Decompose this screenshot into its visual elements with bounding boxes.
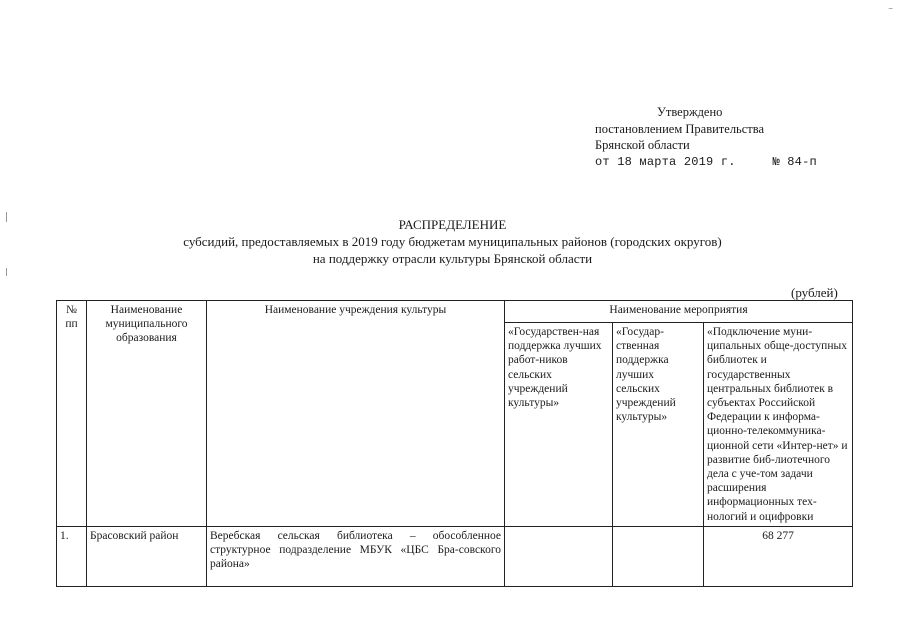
approval-date-line [595, 154, 895, 171]
approval-number-label: № [772, 154, 780, 169]
document-title [0, 216, 905, 267]
header-event-1: «Государствен-ная поддержка лучших работ-ников сельских учреждений культуры» [505, 323, 613, 527]
row-num: 1. [57, 526, 87, 586]
header-event-2: «Государ-ственная поддержка лучших сельских учреждений культуры» [613, 323, 704, 527]
approval-date-prefix: от [595, 154, 610, 169]
approval-date: 18 марта 2019 г. [617, 154, 736, 169]
document-subtitle: субсидий, предоставляемых в 2019 году бюджетам муниципальных районов (городских округов) [183, 234, 722, 249]
approval-authority: постановлением Правительства [595, 121, 765, 136]
page-corner-mark: ⁻ [888, 6, 894, 17]
approval-title: Утверждено [657, 105, 723, 119]
header-event-3: «Подключение муни-ципальных обще-доступных библиотек и государственных центральных библиотек в субъектах Российской Федерации к информа-ционно-телекоммуника-ционной сети «Интер-нет» и развитие биб-лиотечного дела с уче-том задачи расширения информационных тех-нологий и оцифровки [704, 323, 853, 527]
header-institution: Наименование учреждения культуры [207, 301, 505, 527]
row-event-2-value [613, 526, 704, 586]
header-events: Наименование мероприятия [505, 301, 853, 323]
distribution-table [56, 300, 853, 587]
row-institution: Веребская сельская библиотека – обособленное структурное подразделение МБУК «ЦБС Бра-совского района» [207, 526, 505, 586]
header-municipality: Наименование муниципального образования [87, 301, 207, 527]
document-heading: РАСПРЕДЕЛЕНИЕ [398, 217, 507, 232]
row-event-1-value [505, 526, 613, 586]
row-municipality: Брасовский район [87, 526, 207, 586]
approval-region: Брянской области [595, 138, 690, 152]
table-header-row [57, 301, 853, 323]
table-row [57, 526, 853, 586]
approval-number: 84-п [787, 154, 817, 169]
row-event-3-value: 68 277 [704, 526, 853, 586]
header-num: № пп [57, 301, 87, 527]
approval-stamp [595, 104, 895, 170]
units-label: (рублей) [791, 285, 838, 300]
scan-artifact-mark [6, 268, 7, 276]
document-subtitle-2: на поддержку отрасли культуры Брянской области [312, 251, 593, 266]
